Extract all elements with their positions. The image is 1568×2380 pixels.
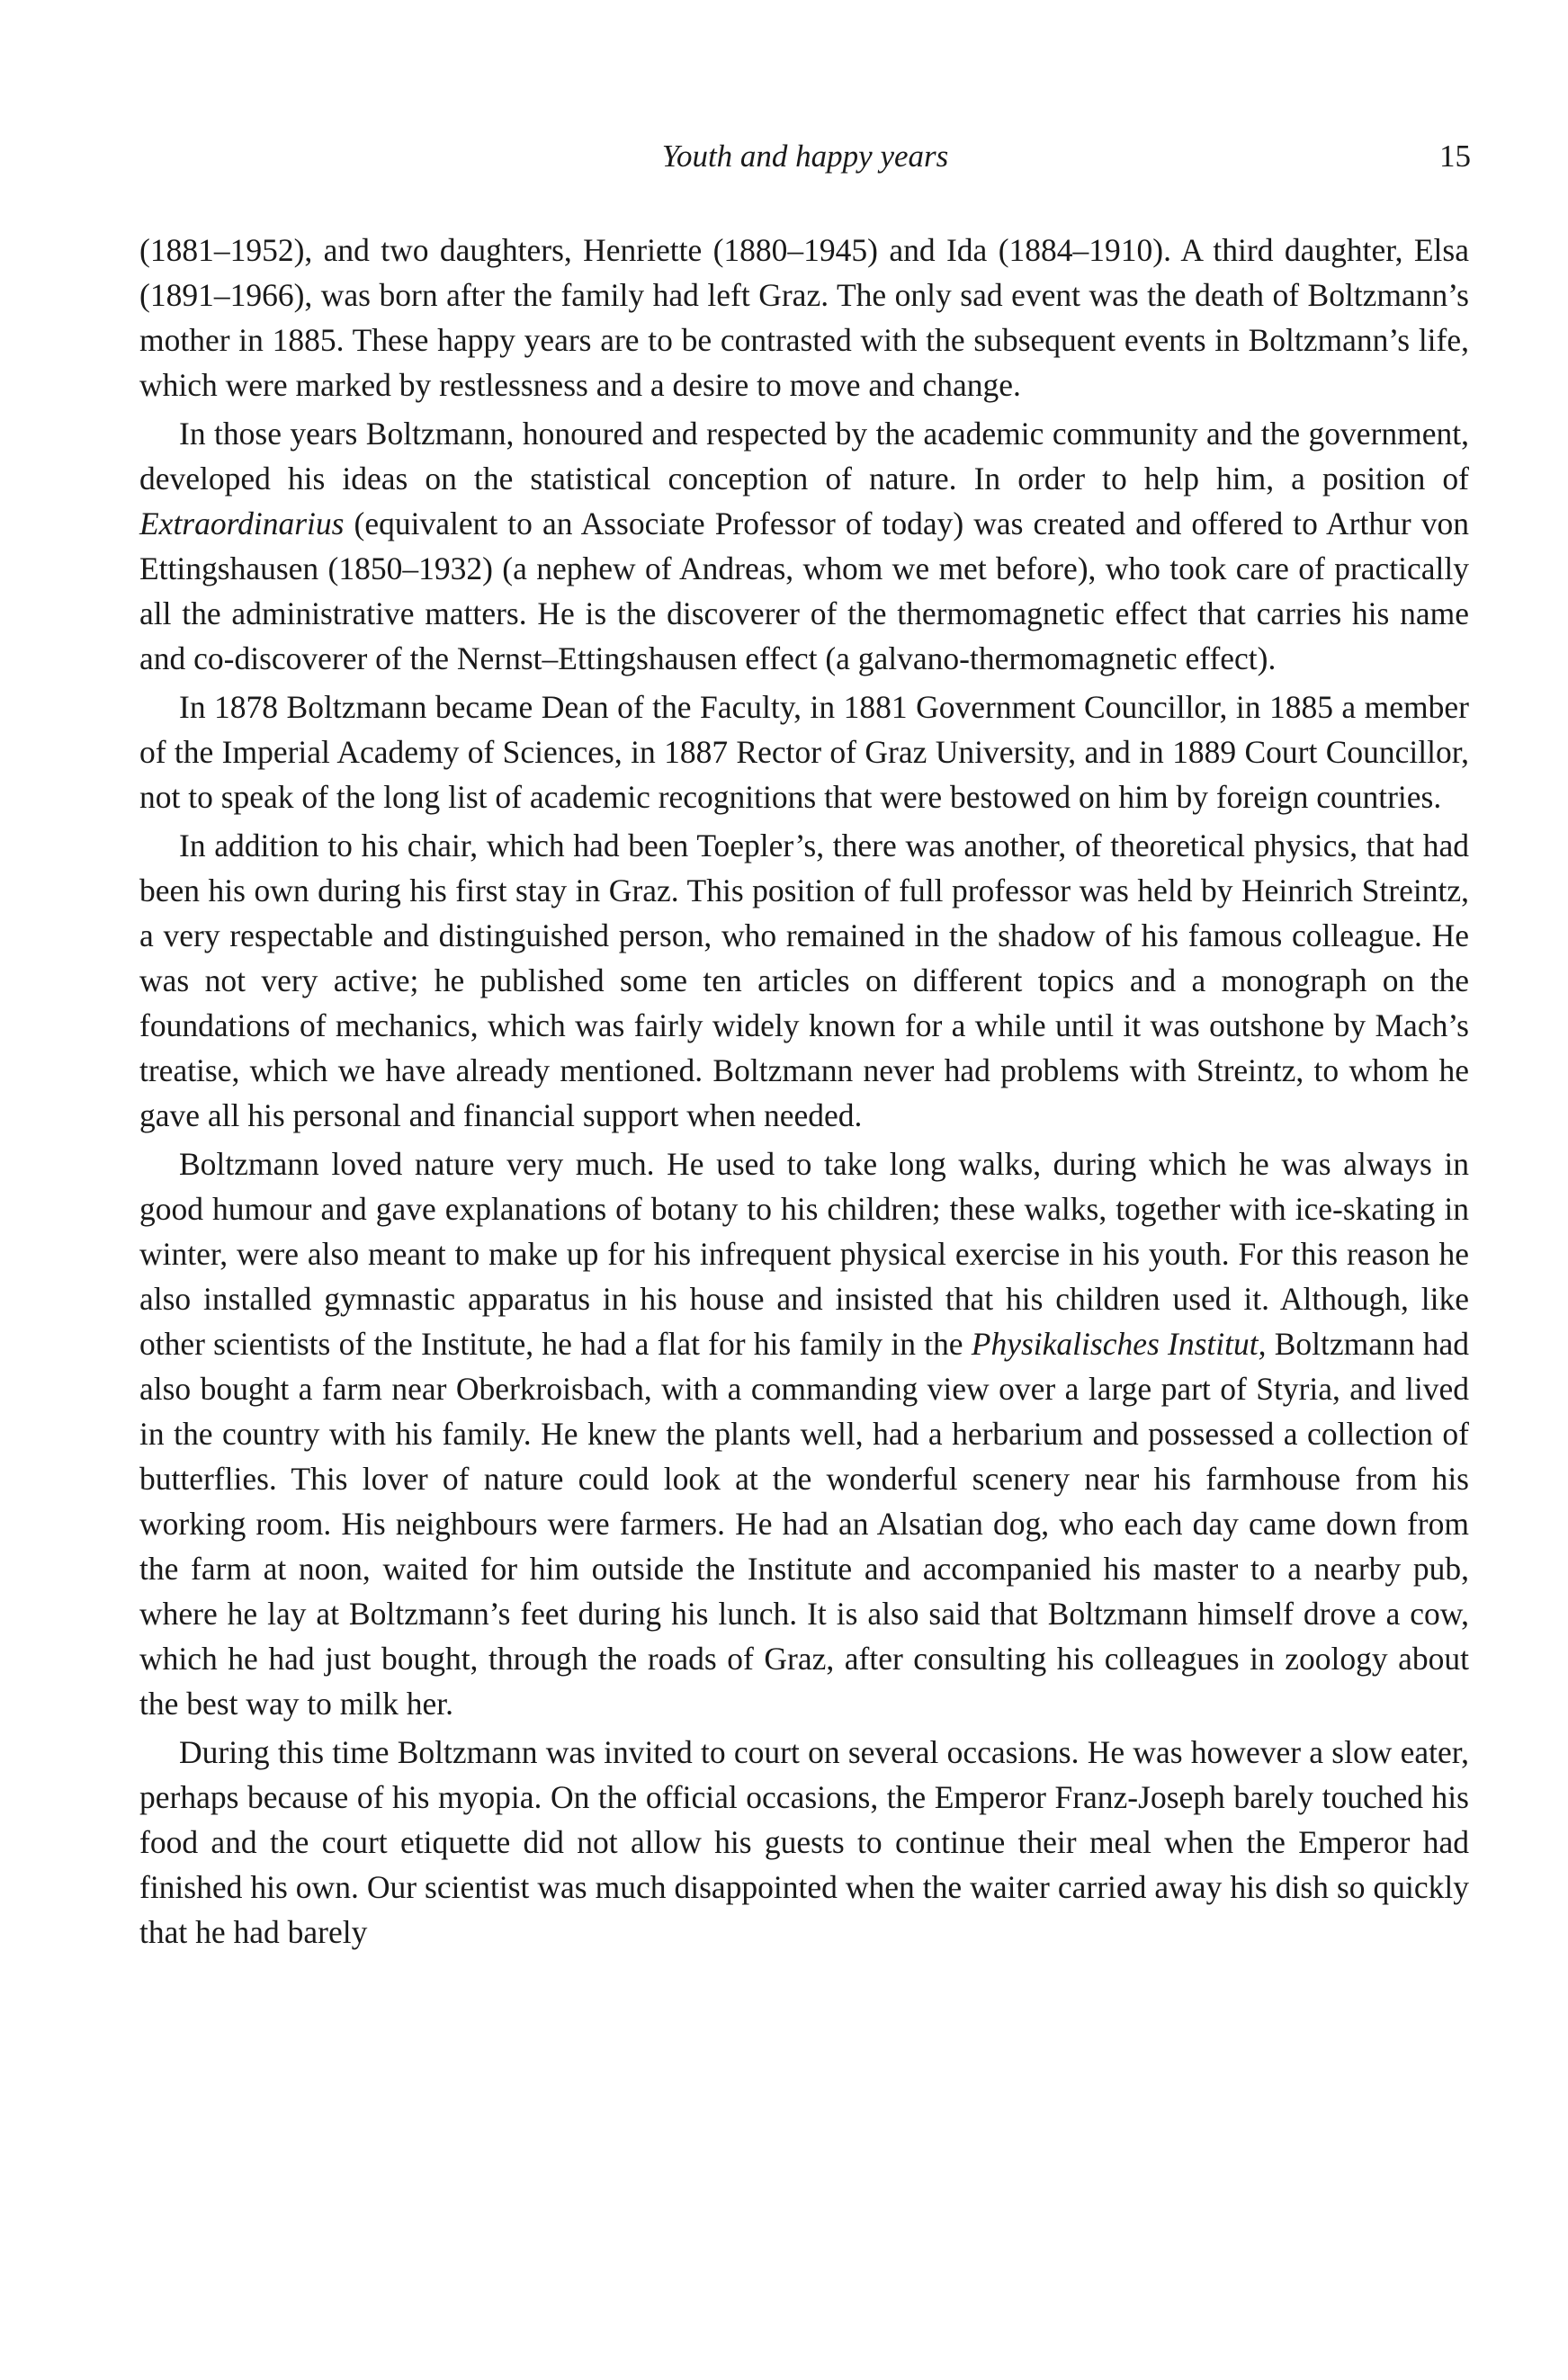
running-head <box>139 135 1471 178</box>
running-title: Youth and happy years <box>661 139 949 174</box>
paragraph-nature <box>139 1141 1469 1726</box>
italic-term: Extraordinarius <box>139 506 345 541</box>
paragraph-text: Boltzmann had also bought a farm near Oberkroisbach, with a commanding view over a large part of Styria, and lived in the country with his family. He knew the plants well, had a herbarium and possessed a collection of butterflies. This lover of nature could look at the wonderful scenery near his farmhouse from his working room. His neighbours were farmers. He had an Alsatian dog, who each day came down from the farm at noon, waited for him outside the Institute and accompanied his master to a nearby pub, where he lay at Boltzmann’s feet during his lunch. It is also said that Boltzmann himself drove a cow, which he had just bought, through the roads of Graz, after consulting his colleagues in zoology about the best way to milk her. <box>139 1326 1469 1722</box>
paragraph-continued: (1881–1952), and two daughters, Henriette (1880–1945) and Ida (1884–1910). A third daughter, Elsa (1891–1966), was born after the family had left Graz. The only sad event was the death of Boltzmann’s mother in 1885. These happy years are to be contrasted with the subsequent events in Boltzmann’s life, which were marked by restlessness and a desire to move and change. <box>139 232 1469 403</box>
page-number: 15 <box>1439 139 1471 174</box>
paragraph-streintz: In addition to his chair, which had been Toepler’s, there was another, of theoretical physics, that had been his own during his first stay in Graz. This position of full professor was held by Heinrich Streintz, a very respectable and distinguished person, who remained in the shadow of his famous colleague. He was not very active; he published some ten articles on different topics and a monograph on the foundations of mechanics, which was fairly widely known for a while until it was outshone by Mach’s treatise, which we have already mentioned. Boltzmann never had problems with Streintz, to whom he gave all his personal and financial support when needed. <box>139 828 1469 1133</box>
body-text <box>139 228 1469 1955</box>
paragraph-text: (equivalent to an Associate Professor of today) was created and offered to Arthur von Ettingshausen (1850–1932) (a nephew of Andreas, whom we met before), who took care of practically all the administrative matters. He is the discoverer of the thermomagnetic effect that carries his name and co-discoverer of the Nernst–Ettingshausen effect (a galvano-thermomagnetic effect). <box>139 506 1469 676</box>
italic-term: Physikalisches Institut, <box>971 1326 1267 1362</box>
paragraph-ettingshausen <box>139 411 1469 681</box>
paragraph-court: During this time Boltzmann was invited to court on several occasions. He was however a slow eater, perhaps because of his myopia. On the official occasions, the Emperor Franz-Joseph barely touched his food and the court etiquette did not allow his guests to continue their meal when the Emperor had finished his own. Our scientist was much disappointed when the waiter carried away his dish so quickly that he had barely <box>139 1734 1469 1950</box>
paragraph-text: In those years Boltzmann, honoured and respected by the academic community and the government, developed his ideas on the statistical conception of nature. In order to help him, a position of <box>139 416 1469 497</box>
paragraph-honours: In 1878 Boltzmann became Dean of the Faculty, in 1881 Government Councillor, in 1885 a member of the Imperial Academy of Sciences, in 1887 Rector of Graz University, and in 1889 Court Councillor, not to speak of the long list of academic recognitions that were bestowed on him by foreign countries. <box>139 689 1469 815</box>
paragraph-text: Boltzmann loved nature very much. He used to take long walks, during which he was always in good humour and gave explanations of botany to his children; these walks, together with ice-skating in winter, were also meant to make up for his infrequent physical exercise in his youth. For this reason he also installed gymnastic apparatus in his house and insisted that his children used it. Although, like other scientists of the Institute, he had a flat for his family in the <box>139 1146 1469 1362</box>
